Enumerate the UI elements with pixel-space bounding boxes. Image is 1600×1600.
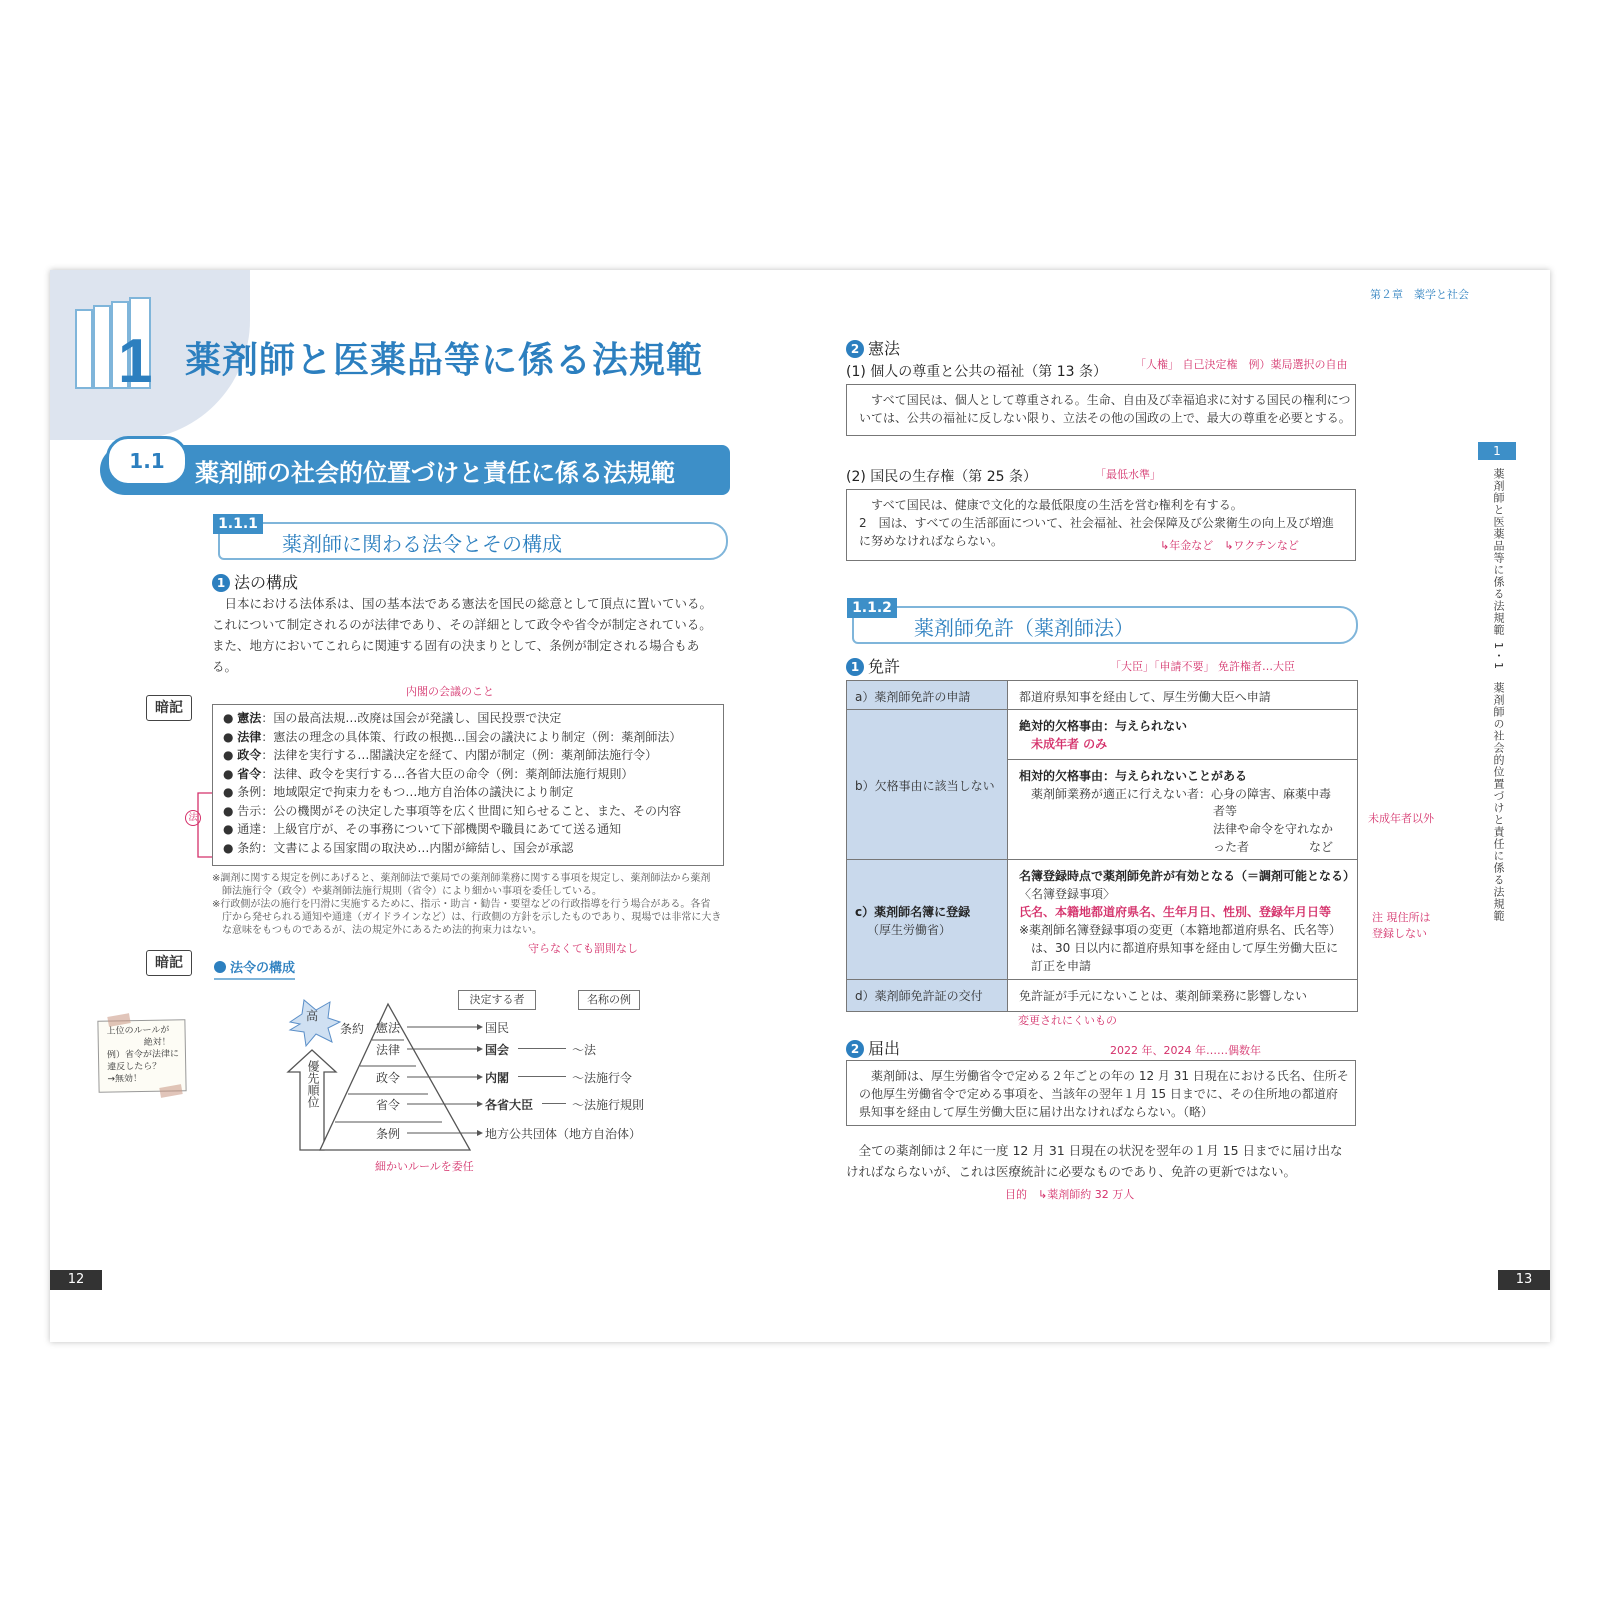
intro-paragraph: 日本における法体系は、国の基本法である憲法を国民の総意として頂点に置いている。 これについて制定されるのが法律であり、その詳細として政令や省令が制定されている。 また、地方においてこれらに関連する固有の決まりとして、条例が制定される場合もあ る。	[212, 596, 713, 674]
table-cell: 者等	[1213, 804, 1238, 818]
column-header: 名称の例	[578, 990, 640, 1010]
anki-badge-2: 暗記	[146, 950, 192, 976]
pyramid-treaty: 条約	[340, 1022, 365, 1036]
table-cell: c）薬剤師名簿に登録	[855, 905, 971, 919]
chapter-number: 1	[118, 327, 153, 396]
subsection-title: 薬剤師に関わる法令とその構成	[282, 532, 562, 556]
list-item: ● 政令：法律を実行する…閣議決定を経て、内閣が制定（例：薬剤師法施行令）	[223, 748, 658, 762]
table-cell: a）薬剤師免許の申請	[855, 690, 971, 704]
table-cell: 法律や命令を守れなか	[1213, 822, 1334, 836]
list-item: ● 条約：文書による国家間の取決め…内閣が締結し、国会が承認	[223, 840, 574, 855]
table-cell: （厚生労働省）	[867, 923, 952, 937]
section-title: 薬剤師の社会的位置づけと責任に係る法規範	[195, 459, 675, 487]
vertical-chapter-label: 薬剤師と医薬品等に係る法規範	[1492, 468, 1505, 636]
heading-license: 1 免許	[846, 654, 900, 677]
section-number: 1.1	[106, 436, 188, 486]
table-cell: 薬剤師業務が適正に行えない者：心身の障害、麻薬中毒	[1031, 787, 1332, 801]
decider: 内閣	[485, 1071, 510, 1085]
dash: ――――	[518, 1069, 566, 1083]
pyramid-level: 条例	[376, 1127, 401, 1141]
dash: ――――	[518, 1041, 566, 1055]
notification-box: 薬剤師は、厚生労働省令で定める２年ごとの年の 12 月 31 日現在における氏名、住所そ の他厚生労働省令で定める事項を、当該年の翌年１月 15 日までに、その住所地の都道府 県知事を経由して厚生労働大臣に届け出なければならない。（略）	[846, 1060, 1356, 1126]
anki-badge: 暗記	[146, 695, 192, 721]
table-cell: d）薬剤師免許証の交付	[855, 989, 983, 1003]
name-example: ～法施行令	[572, 1071, 633, 1085]
page-title: 薬剤師と医薬品等に係る法規範	[185, 340, 704, 381]
page-number-left: 12	[50, 1270, 102, 1290]
closing-paragraph: 全ての薬剤師は２年に一度 12 月 31 日現在の状況を翌年の１月 15 日までに届け出な ければならないが、これは医療統計に必要なものであり、免許の更新ではない。	[846, 1143, 1343, 1179]
table-cell: 相対的欠格事由：与えられないことがある	[1019, 769, 1248, 783]
side-tab: 1	[1478, 442, 1516, 460]
list-item: ● 省令：法律、政令を実行する…各省大臣の命令（例：薬剤師法施行規則）	[223, 766, 634, 781]
table-cell: った者 など	[1213, 840, 1334, 854]
table-cell: 未成年者 のみ	[1031, 737, 1108, 751]
table-cell: 氏名、本籍地都道府県名、生年月日、性別、登録年月日等	[1019, 905, 1332, 919]
table-cell: ※薬剤師名簿登録事項の変更（本籍地都道府県名、氏名等）	[1019, 923, 1342, 937]
law-types-box	[212, 704, 724, 866]
list-item: ● 憲法：国の最高法規…改廃は国会が発議し、国民投票で決定	[223, 711, 562, 725]
book-spread	[50, 270, 1550, 1342]
table-cell: 都道府県知事を経由して、厚生労働大臣へ申請	[1019, 690, 1271, 704]
handnote-license: 「大臣」「申請不要」 免許権者…大臣	[1110, 660, 1295, 673]
handnote-years: 2022 年、2024 年……偶数年	[1110, 1044, 1261, 1057]
decider: 国民	[485, 1021, 510, 1035]
handnote-hard-change: 変更されにくいもの	[1018, 1014, 1117, 1027]
list-item: ● 通達：上級官庁が、その事務について下部機関や職員にあてて送る通知	[223, 822, 622, 836]
circled-number: 1	[212, 574, 230, 592]
art13-title: (1) 個人の尊重と公共の福祉（第 13 条）	[846, 364, 1107, 380]
handnote-no-penalty: 守らなくても罰則なし	[528, 942, 638, 955]
handnote-art25: 「最低水準」	[1095, 468, 1161, 481]
heading-notification: 2 届出	[846, 1036, 900, 1059]
handnote-address: 注 現住所は 登録しない	[1372, 911, 1431, 940]
heading-law-structure: 1 法の構成	[212, 570, 298, 593]
name-example: ～法施行規則	[572, 1098, 645, 1112]
table-cell: 訂正を申請	[1031, 959, 1092, 973]
handnote-welfare: ↳年金など ↳ワクチンなど	[1160, 539, 1299, 552]
decider: 各省大臣	[485, 1098, 534, 1112]
subsection-number-2: 1.1.2	[847, 598, 897, 618]
table-cell: 絶対的欠格事由：与えられない	[1019, 719, 1188, 733]
decider: 国会	[485, 1043, 510, 1057]
running-head: 第２章 薬学と社会	[1370, 288, 1469, 301]
dash: ――	[542, 1096, 566, 1110]
pyramid-level: 省令	[376, 1098, 401, 1112]
table-cell: は、30 日以内に都道府県知事を経由して厚生労働大臣に	[1031, 941, 1339, 955]
list-item: ● 法律：憲法の理念の具体策、行政の根拠…国会の議決により制定（例：薬剤師法）	[223, 729, 682, 744]
decider: 地方公共団体（地方自治体）	[485, 1127, 642, 1141]
vertical-section-num: 1・1	[1492, 642, 1505, 670]
subsection-title-2: 薬剤師免許（薬剤師法）	[914, 616, 1134, 640]
handnote-law: 法	[185, 810, 201, 826]
table-cell: 〈名簿登録事項〉	[1019, 887, 1116, 901]
pyramid-high: 高	[306, 1009, 319, 1023]
heading-constitution: 2 憲法	[846, 336, 900, 359]
handnote-cabinet: 内閣の会議のこと	[406, 685, 494, 698]
pyramid-level: 法律	[376, 1043, 401, 1057]
vertical-section-label: 薬剤師の社会的位置づけと責任に係る法規範	[1492, 682, 1505, 922]
page-number-right: 13	[1498, 1270, 1550, 1290]
license-table	[846, 680, 1358, 1012]
handnote-bottom: 目的 ↳薬剤師約 32 万人	[1005, 1188, 1135, 1201]
tape	[159, 1084, 182, 1098]
handnote-delegate: 細かいルールを委任	[375, 1160, 474, 1173]
table-cell: b）欠格事由に該当しない	[855, 779, 995, 793]
diagram-title: 法令の構成	[214, 957, 295, 980]
footnotes: ※調剤に関する規定を例にあげると、薬剤師法で薬局での薬剤師業務に関する事項を規定し、薬剤師法から薬剤 師法施行令（政令）や薬剤師法施行規則（省令）により細かい事項を委任している。 ※行政側が法の施行を円滑に実施するために、指示・助言・勧告・要望などの行政指導を行う場合がある。各省 庁から発せられる通知や通達（ガイドラインなど）は、行政側の方針を示したものであり、現場では非常に大き な意味をもつものであるが、法の規定外にあるため法的拘束力はない。	[212, 873, 722, 936]
pyramid-arrows	[405, 1010, 485, 1140]
art25-box: すべて国民は、健康で文化的な最低限度の生活を営む権利を有する。 2 国は、すべての生活部面について、社会福祉、社会保障及び公衆衛生の向上及び増進 に努めなければならない。	[846, 489, 1356, 561]
sticky-note: 上位のルールが 絶対！ 例）省令が法律に 違反したら？ →無効！	[97, 1019, 186, 1093]
subsection-number: 1.1.1	[213, 514, 263, 534]
list-item: ● 告示：公の機関がその決定した事項等を広く世間に知らせること、また、その内容	[223, 803, 681, 818]
pyramid-priority: 優先順位	[306, 1060, 320, 1108]
art25-title: (2) 国民の生存権（第 25 条）	[846, 469, 1037, 485]
pyramid-level: 憲法	[376, 1021, 401, 1035]
list-item: ● 条例：地域限定で拘束力をもつ…地方自治体の議決により制定	[223, 785, 574, 799]
handnote-art13: 「人権」 自己決定権 例）薬局選択の自由	[1135, 358, 1348, 371]
handnote-minor: 未成年者以外	[1368, 812, 1434, 825]
speech-bubble-icon	[214, 961, 226, 973]
pyramid-level: 政令	[376, 1071, 401, 1085]
column-header: 決定する者	[458, 990, 536, 1010]
art13-box: すべて国民は、個人として尊重される。生命、自由及び幸福追求に対する国民の権利につ いては、公共の福祉に反しない限り、立法その他の国政の上で、最大の尊重を必要とする。	[846, 384, 1356, 436]
table-cell: 免許証が手元にないことは、薬剤師業務に影響しない	[1019, 989, 1308, 1003]
table-cell: 名簿登録時点で薬剤師免許が有効となる（＝調剤可能となる）	[1019, 869, 1356, 883]
name-example: ～法	[572, 1043, 597, 1057]
